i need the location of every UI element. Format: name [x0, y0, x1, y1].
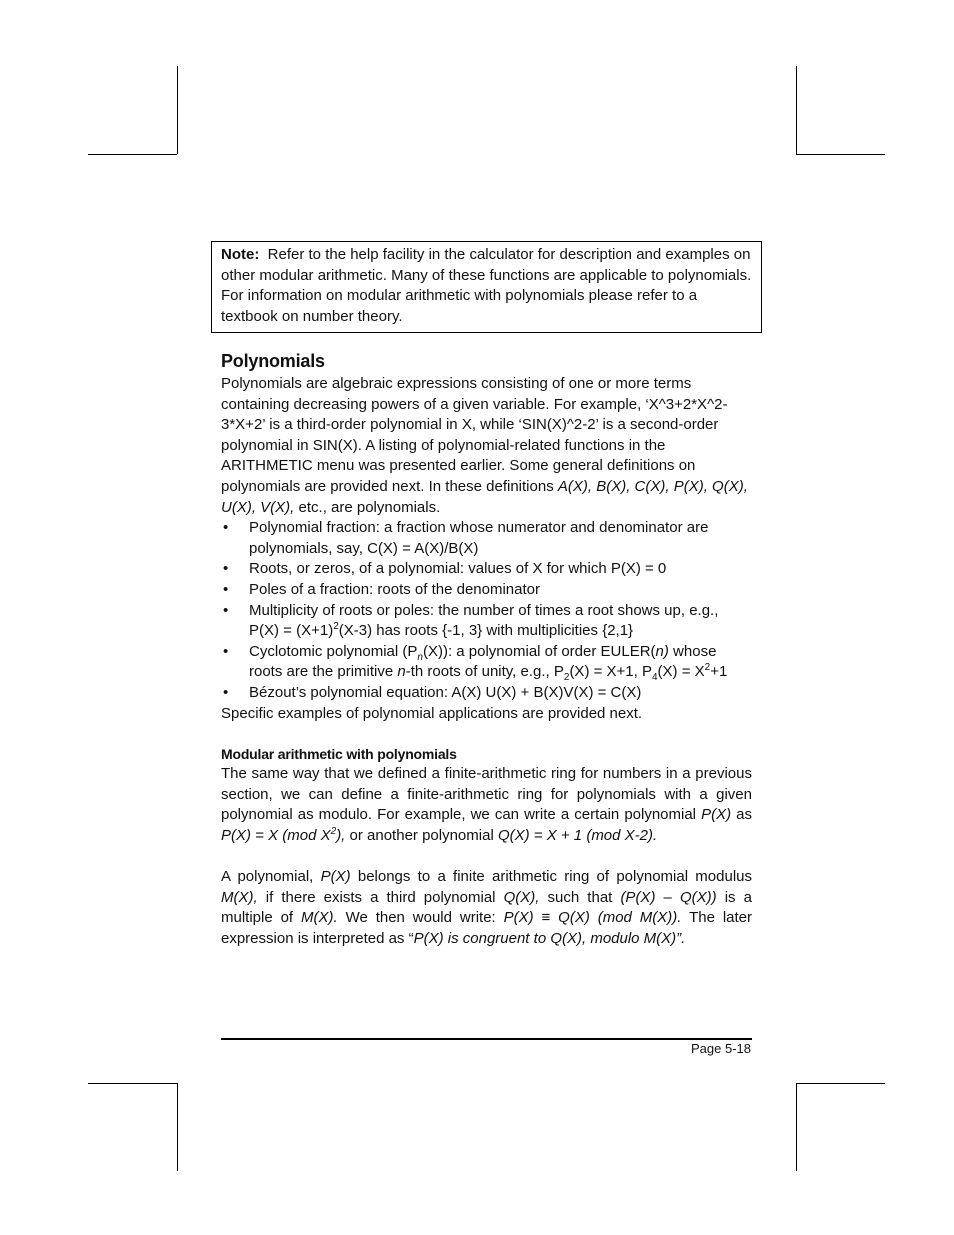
list-item: • Cyclotomic polynomial $(P_n(X))$: a polynomial of order EULER(n) whose roots are the primitive n-th roots of unity, e.g., $P_2(X) = X+1$, $P_4(X) = X^2+1$ [223, 642, 728, 684]
footer-rule [221, 1038, 752, 1040]
section-heading: Polynomials [221, 351, 325, 371]
crop-mark [88, 1083, 177, 1084]
list-item: • Poles of a fraction: roots of the denominator [221, 580, 752, 601]
subsection-heading: Modular arithmetic with polynomials [221, 746, 457, 763]
crop-mark [88, 154, 177, 155]
crop-mark [177, 66, 178, 154]
crop-mark [177, 1083, 178, 1171]
bullet-icon: • [223, 519, 229, 537]
bullet-icon: • [223, 601, 229, 619]
crop-mark [796, 1083, 885, 1084]
bullet-icon: • [223, 580, 229, 598]
note-label: Note: [221, 246, 260, 263]
main-content [221, 348, 752, 949]
bullet-icon: • [223, 560, 229, 578]
list-item: • Multiplicity of roots or poles: the number of times a root shows up, e.g., $P(X) = (X+1)^2(X-3)$ has roots {-1, 3} with multiplicities {2,1} [223, 601, 719, 640]
bullet-icon: • [223, 642, 229, 660]
closing-paragraph: Specific examples of polynomial applications are provided next. [221, 704, 643, 722]
list-item: • Roots, or zeros, of a polynomial: values of X for which P(X) = 0 [221, 559, 752, 580]
bullet-icon: • [223, 683, 229, 701]
list-item: • Polynomial fraction: a fraction whose numerator and denominator are polynomials, say, C(X) = A(X)/B(X) [223, 519, 709, 557]
note-box [211, 241, 762, 333]
intro-paragraph: Polynomials are algebraic expressions consisting of one or more terms containing decreasing powers of a given variable. For example, ‘X^3+2*X^2-3*X+2’ is a third-order polynomial in X, while ‘SIN(X)^2-2’ is a second-order polynomial in SIN(X). A listing of polynomial-related functions in the ARITHMETIC menu was presented earlier. Some general definitions on polynomials are provided next. In these definitions A(X), B(X), C(X), P(X), Q(X), U(X), V(X), etc., are polynomials. [221, 375, 748, 516]
crop-mark [796, 66, 797, 154]
modular-paragraph-2: A polynomial, P(X) belongs to a finite arithmetic ring of polynomial modulus M(X), if there exists a third polynomial Q(X), such that (P(X) – Q(X)) is a multiple of M(X). We then would write: P(X) ≡ Q(X) (mod M(X)). The later expression is interpreted as “P(X) is congruent to Q(X), modulo M(X)”. [221, 868, 753, 947]
note-text: Refer to the help facility in the calculator for description and examples on other modular arithmetic. Many of these functions are applicable to polynomials. For information on modular arithmetic with polynomials please refer to a textbook on number theory. [221, 246, 752, 326]
definitions-list [221, 518, 752, 703]
crop-mark [796, 154, 885, 155]
modular-paragraph-1: The same way that we defined a finite-arithmetic ring for numbers in a previous section, we can define a finite-arithmetic ring for polynomials with a given polynomial as modulo. For example, we can write a certain polynomial P(X) as P(X) = X (mod $X^2$), or another polynomial Q(X) = X + 1 (mod X-2). [221, 765, 753, 844]
list-item: • Bézout’s polynomial equation: A(X) U(X) + B(X)V(X) = C(X) [221, 683, 752, 704]
page-number: Page 5-18 [691, 1041, 751, 1056]
crop-mark [796, 1083, 797, 1171]
